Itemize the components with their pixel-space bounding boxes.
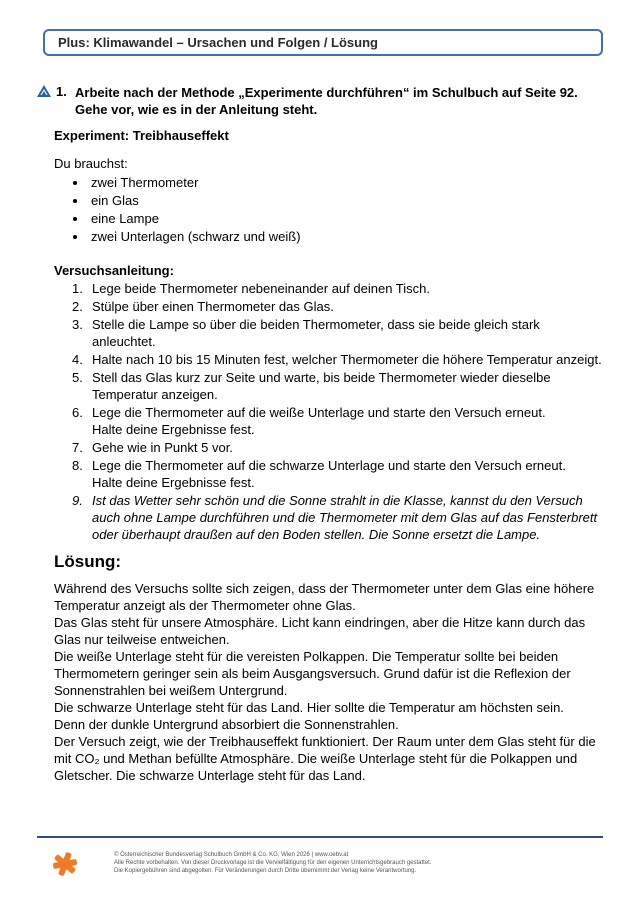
task-line: Arbeite nach der Methode „Experimente durchführen“ im Schulbuch auf Seite 92.: [75, 85, 578, 100]
footer-copyright: [114, 851, 584, 875]
step-number: 4.: [72, 352, 83, 367]
step-line: Stülpe über einen Thermometer das Glas.: [92, 299, 334, 314]
solution-line: Sonnenstrahlen bei weißem Untergrund.: [54, 683, 288, 698]
solution-line: Glas nur teilweise entweichen.: [54, 632, 230, 647]
step-number: 2.: [72, 299, 83, 314]
needs-label: Du brauchst:: [54, 156, 128, 171]
solution-line: Das Glas steht für unsere Atmosphäre. Licht kann eindringen, aber die Hitze kann durch das: [54, 615, 586, 630]
step-line: Temperatur anzeigen.: [92, 387, 218, 402]
step-item: [54, 492, 614, 543]
step-number: 8.: [72, 458, 83, 473]
step-line: Halte deine Ergebnisse fest.: [92, 422, 255, 437]
step-line: Gehe wie in Punkt 5 vor.: [92, 440, 233, 455]
steps-list: [54, 280, 614, 544]
publisher-logo-icon: [52, 851, 78, 877]
step-line: anleuchtet.: [92, 334, 156, 349]
footer-line: © Österreichischer Bundesverlag Schulbuch GmbH & Co. KG, Wien 2026 | www.oebv.at: [114, 852, 349, 858]
experiment-title: Experiment: Treibhauseffekt: [54, 128, 229, 143]
list-item: zwei Thermometer: [54, 174, 301, 192]
step-line: Lege die Thermometer auf die weiße Unterlage und starte den Versuch erneut.: [92, 405, 546, 420]
task-instruction: [75, 84, 595, 118]
step-number: 7.: [72, 440, 83, 455]
difficulty-triangle-icon: [37, 85, 51, 97]
solution-line: Der Versuch zeigt, wie der Treibhauseffekt funktioniert. Der Raum unter dem Glas steht für die: [54, 734, 596, 749]
step-number: 3.: [72, 317, 83, 332]
step-number: 5.: [72, 370, 83, 385]
step-item: [54, 316, 614, 350]
step-line: Ist das Wetter sehr schön und die Sonne strahlt in die Klasse, kannst du den Versuch: [92, 493, 583, 508]
step-item: [54, 351, 614, 368]
step-item: [54, 280, 614, 297]
page-title: Plus: Klimawandel – Ursachen und Folgen / Lösung: [58, 35, 378, 50]
materials-list: [54, 174, 301, 246]
step-number: 1.: [72, 281, 83, 296]
instructions-label: Versuchsanleitung:: [54, 263, 174, 278]
step-line: oder überhaupt draußen auf den Boden stellen. Die Sonne ersetzt die Lampe.: [92, 527, 541, 542]
step-item: [54, 439, 614, 456]
step-item: [54, 404, 614, 438]
solution-line: Gletscher. Die schwarze Unterlage steht für das Land.: [54, 768, 366, 783]
solution-line: Die weiße Unterlage steht für die vereisten Polkappen. Die Temperatur sollte bei beiden: [54, 649, 559, 664]
solution-text: [54, 580, 609, 784]
step-line: auch ohne Lampe durchführen und die Thermometer mit dem Glas auf das Fensterbrett: [92, 510, 598, 525]
step-line: Halte deine Ergebnisse fest.: [92, 475, 255, 490]
footer-line: Alle Rechte vorbehalten. Von dieser Druckvorlage ist die Vervielfältigung für den eigenen Unterrichtsgebrauch gestattet.: [114, 860, 432, 866]
step-line: Halte nach 10 bis 15 Minuten fest, welcher Thermometer die höhere Temperatur anzeigt.: [92, 352, 602, 367]
step-line: Lege die Thermometer auf die schwarze Unterlage und starte den Versuch erneut.: [92, 458, 566, 473]
solution-line: Temperatur anzeigt als der Thermometer ohne Glas.: [54, 598, 356, 613]
step-line: Stelle die Lampe so über die beiden Thermometer, dass sie beide gleich stark: [92, 317, 540, 332]
step-line: Stell das Glas kurz zur Seite und warte, bis beide Thermometer wieder dieselbe: [92, 370, 551, 385]
list-item: zwei Unterlagen (schwarz und weiß): [54, 228, 301, 246]
step-item: [54, 369, 614, 403]
list-item: ein Glas: [54, 192, 301, 210]
solution-line: mit CO₂ und Methan befüllte Atmosphäre. Die weiße Unterlage steht für die Polkappen und: [54, 751, 578, 766]
task-number: 1.: [56, 84, 67, 99]
footer-divider: [37, 836, 603, 838]
step-line: Lege beide Thermometer nebeneinander auf deinen Tisch.: [92, 281, 430, 296]
solution-line: Thermometern geringer sein als beim Ausgangsversuch. Grund dafür ist die Reflexion der: [54, 666, 571, 681]
solution-heading: Lösung:: [54, 552, 122, 571]
step-item: [54, 298, 614, 315]
solution-line: Während des Versuchs sollte sich zeigen, dass der Thermometer unter dem Glas eine höhere: [54, 581, 595, 596]
solution-line: Die schwarze Unterlage steht für das Land. Hier sollte die Temperatur am höchsten sein.: [54, 700, 564, 715]
list-item: eine Lampe: [54, 210, 301, 228]
footer-line: Die Kopiergebühren sind abgegolten. Für Veränderungen durch Dritte übernimmt der Verlag keine Verantwortung.: [114, 868, 417, 874]
task-line: Gehe vor, wie es in der Anleitung steht.: [75, 102, 318, 117]
step-item: [54, 457, 614, 491]
header-box: [43, 29, 603, 56]
step-number: 9.: [72, 493, 83, 508]
step-number: 6.: [72, 405, 83, 420]
solution-line: Denn der dunkle Untergrund absorbiert die Sonnenstrahlen.: [54, 717, 399, 732]
